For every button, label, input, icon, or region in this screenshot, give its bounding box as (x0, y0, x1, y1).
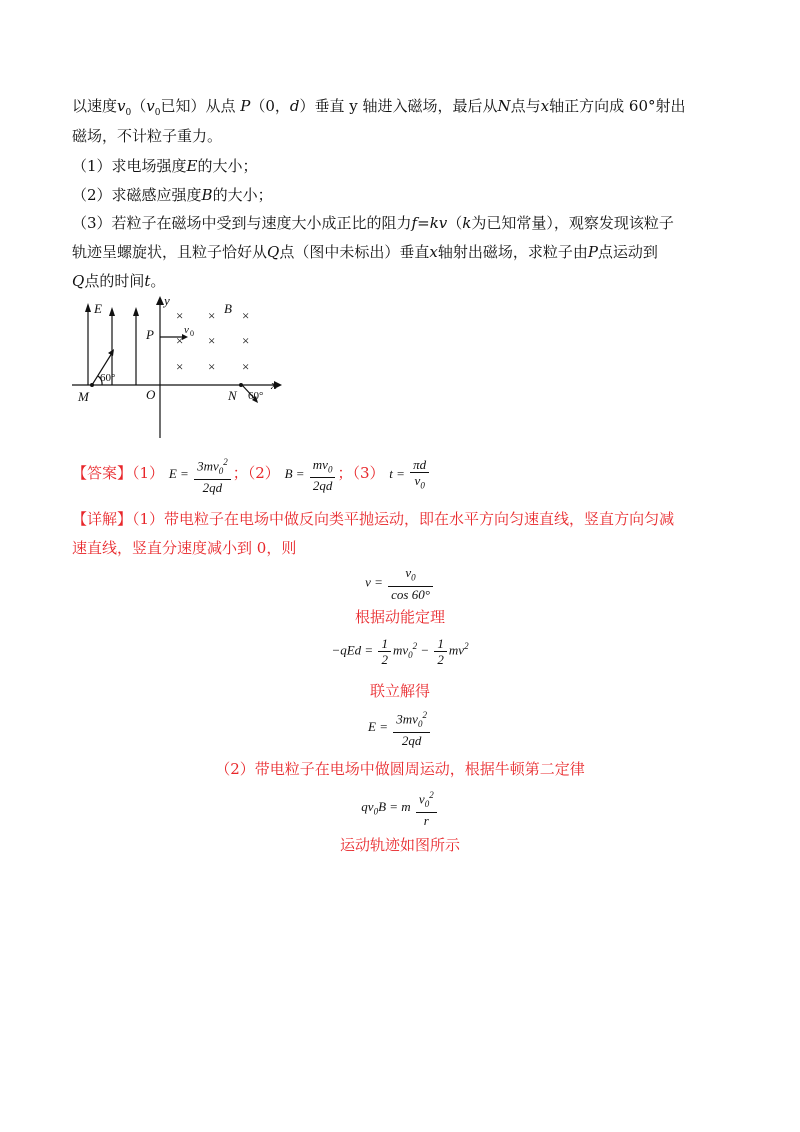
solution-line-2: 速直线，竖直分速度减小到 0，则 (72, 539, 297, 557)
text: 轴射出磁场，求粒子由 (437, 243, 588, 261)
text: 点与 (510, 97, 541, 115)
solution-line-1 (72, 508, 674, 530)
symbol-f: f (411, 214, 418, 232)
eq-energy: −qEd = $\frac{1}{2}$ $mv_0^2$ − $\frac{1}{2}$ $mv^2$ (331, 636, 469, 667)
point-N-dot (239, 383, 243, 387)
text: = (417, 214, 430, 232)
text: （0， (250, 97, 290, 115)
question-3-line-2 (72, 241, 658, 263)
label-v0-sub: 0 (190, 329, 194, 338)
answer-3-formula: t = $\frac{\pi d}{v_0}$ (389, 466, 431, 481)
field-cross: × (176, 359, 184, 374)
text: 的大小； (197, 157, 258, 175)
symbol-k: k (462, 214, 472, 232)
point-M-dot (90, 383, 94, 387)
text: 轨迹呈螺旋状，且粒子恰好从 (72, 243, 268, 261)
point-P: P (240, 97, 251, 115)
eq-newton: $qv_0B = m$ $\frac{v_0^2}{r}$ (0, 788, 800, 828)
solution-step-kinetic: 根据动能定理 (354, 608, 445, 626)
text: 轴正方向成 60°射出 (549, 97, 686, 115)
text: （2）求磁感应强度 (72, 186, 202, 204)
text: 已知）从点 (160, 97, 236, 115)
problem-line-2: 磁场，不计粒子重力。 (72, 127, 223, 145)
field-cross: × (176, 308, 184, 323)
point-N: N (497, 97, 511, 115)
label-B: B (224, 301, 232, 316)
sub: 0 (154, 108, 161, 118)
answer-1-formula: E = $\frac{3mv_0^2}{2qd}$ (169, 466, 233, 481)
field-cross: × (242, 359, 250, 374)
y-axis-arrow (156, 296, 164, 305)
text: （1）带电粒子在电场中做反向类平抛运动，即在水平方向匀速直线，竖直方向匀减 (132, 510, 675, 528)
label-N: N (228, 388, 237, 403)
label-x: x (271, 377, 277, 392)
point-Q: Q (72, 272, 85, 290)
field-cross: × (208, 359, 216, 374)
field-cross: × (208, 333, 216, 348)
eq-v: v = $\frac{v_0}{\cos 60^\circ}$ (0, 565, 800, 602)
label-P: P (146, 327, 154, 342)
symbol-x: x (540, 97, 550, 115)
sub: 0 (125, 108, 132, 118)
question-3-line-1 (72, 212, 674, 234)
label-M: M (78, 389, 89, 404)
answer-line (72, 455, 431, 495)
point-P: P (587, 243, 598, 261)
text: 点运动到 (597, 243, 658, 261)
answer-tag: 【答案】 (72, 463, 133, 482)
field-cross: × (176, 333, 184, 348)
text: 的大小； (212, 186, 273, 204)
label-E: E (94, 301, 102, 316)
text: 。 (150, 272, 166, 290)
symbol-E: E (186, 157, 198, 175)
text: 以速度 (72, 97, 118, 115)
symbol-B: B (201, 186, 213, 204)
question-2 (72, 184, 273, 206)
text: 为已知常量），观察发现该粒子 (471, 214, 674, 232)
field-arrow (109, 307, 115, 316)
solution-tag: 【详解】 (72, 510, 133, 528)
physics-diagram (70, 293, 290, 443)
solution-step-2: （2）带电粒子在电场中做圆周运动，根据牛顿第二定律 (215, 760, 585, 778)
field-arrow (85, 303, 91, 312)
symbol-x: x (429, 243, 438, 261)
angle-label-M: 60° (100, 372, 116, 384)
label-v0: v (184, 324, 189, 336)
text: 点（图中未标出）垂直 (279, 243, 430, 261)
symbol-d: d (289, 97, 300, 115)
solution-step-trajectory: 运动轨迹如图所示 (339, 836, 460, 854)
eq-E: E = $\frac{3mv_0^2}{2qd}$ (0, 708, 800, 748)
text: （ (447, 214, 463, 232)
text: （ (131, 97, 147, 115)
symbol-t: t (144, 272, 151, 290)
symbol-kv: kv (429, 214, 448, 232)
text: （1）求电场强度 (72, 157, 187, 175)
answer-2-formula: B = $\frac{mv_0}{2qd}$ (285, 466, 338, 481)
v0-symbol: v (146, 97, 155, 115)
text: ；（3） (337, 463, 385, 482)
field-arrow (133, 307, 139, 316)
field-cross: × (242, 333, 250, 348)
question-1 (72, 155, 258, 177)
field-cross: × (242, 308, 250, 323)
question-3-line-3 (72, 270, 165, 292)
text: ；（2） (232, 463, 280, 482)
v0-symbol: v (117, 97, 126, 115)
label-y: y (164, 293, 170, 308)
text: （1） (132, 463, 165, 482)
text: ）垂直 y 轴进入磁场，最后从 (299, 97, 498, 115)
label-O: O (146, 387, 156, 402)
point-Q: Q (267, 243, 280, 261)
field-cross: × (208, 308, 216, 323)
text: （3）若粒子在磁场中受到与速度大小成正比的阻力 (72, 214, 412, 232)
problem-line-1 (72, 95, 686, 124)
solution-step-combine: 联立解得 (369, 682, 430, 700)
text: 点的时间 (84, 272, 145, 290)
angle-label-N: 60° (248, 390, 264, 402)
